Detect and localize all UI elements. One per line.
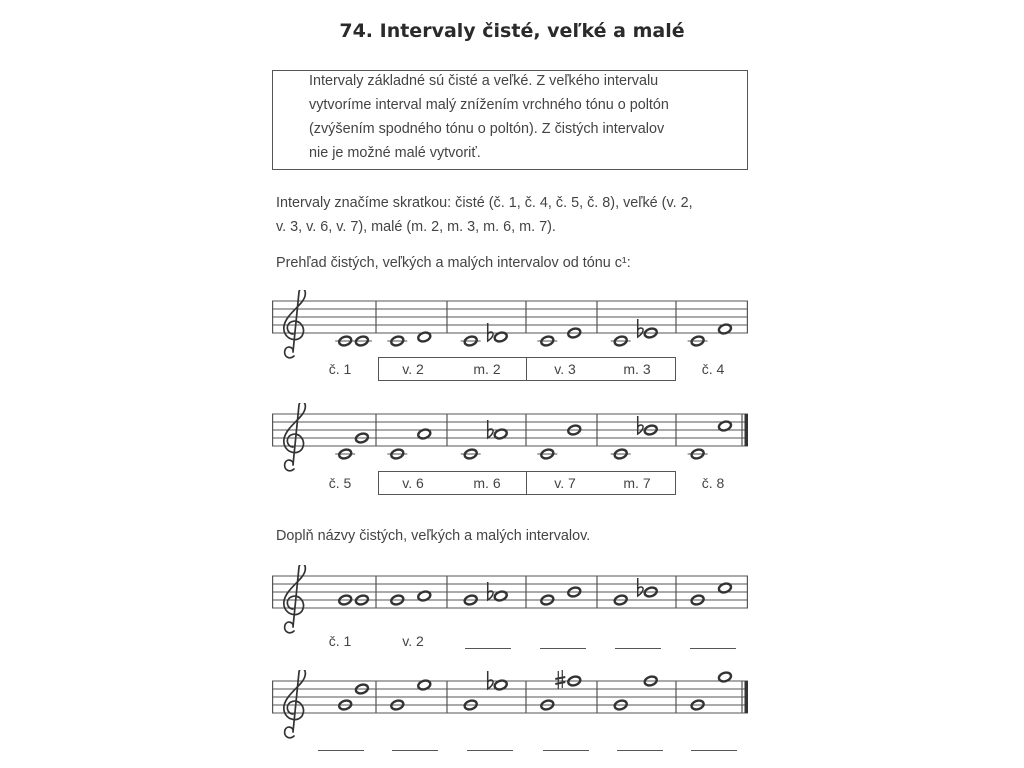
answer-blank[interactable] xyxy=(318,750,364,751)
info-line: Intervaly základné sú čisté a veľké. Z veľkého intervalu xyxy=(309,73,659,89)
flat-icon xyxy=(638,578,643,596)
music-staff xyxy=(272,670,748,750)
abbrev-line: Intervaly značíme skratkou: čisté (č. 1, č. 4, č. 5, č. 8), veľké (v. 2, xyxy=(276,195,693,211)
treble-clef-icon xyxy=(284,565,306,633)
interval-label: v. 2 xyxy=(402,361,424,377)
abbrev-line: v. 3, v. 6, v. 7), malé (m. 2, m. 3, m. 6, m. 7). xyxy=(276,219,556,235)
answer-blank[interactable] xyxy=(465,648,511,649)
answer-blank[interactable] xyxy=(691,750,737,751)
info-line: vytvoríme interval malý znížením vrchného tónu o poltón xyxy=(309,97,669,113)
sharp-icon xyxy=(555,670,565,689)
flat-icon xyxy=(638,416,643,434)
interval-label: č. 8 xyxy=(701,475,725,491)
flat-icon xyxy=(488,420,493,438)
flat-icon xyxy=(488,323,493,341)
answer-blank[interactable] xyxy=(690,648,736,649)
info-line: (zvýšením spodného tónu o poltón). Z čistých intervalov xyxy=(309,121,665,137)
answer-blank[interactable] xyxy=(392,750,438,751)
answer-blank[interactable] xyxy=(617,750,663,751)
page-title: 74. Intervaly čisté, veľké a malé xyxy=(339,20,685,42)
interval-label-divider xyxy=(526,357,527,381)
final-barline xyxy=(745,681,749,713)
interval-label: č. 1 xyxy=(328,633,352,649)
answer-blank[interactable] xyxy=(615,648,661,649)
overview-heading: Prehľad čistých, veľkých a malých intervalov od tónu c¹: xyxy=(276,255,631,271)
treble-clef-icon xyxy=(284,290,306,358)
answer-blank[interactable] xyxy=(467,750,513,751)
info-line: nie je možné malé vytvoriť. xyxy=(309,145,481,161)
flat-icon xyxy=(638,319,643,337)
interval-label: č. 1 xyxy=(328,361,352,377)
answer-blank[interactable] xyxy=(540,648,586,649)
interval-label: v. 3 xyxy=(554,361,576,377)
interval-label: m. 2 xyxy=(473,361,501,377)
treble-clef-icon xyxy=(284,403,306,471)
interval-label: m. 6 xyxy=(473,475,501,491)
interval-label: m. 3 xyxy=(623,361,651,377)
interval-label: č. 5 xyxy=(328,475,352,491)
interval-label: m. 7 xyxy=(623,475,651,491)
interval-label: v. 6 xyxy=(402,475,424,491)
answer-blank[interactable] xyxy=(543,750,589,751)
interval-label: v. 7 xyxy=(554,475,576,491)
info-box xyxy=(272,70,748,170)
flat-icon xyxy=(488,671,493,689)
flat-icon xyxy=(488,582,493,600)
exercise-heading: Doplň názvy čistých, veľkých a malých intervalov. xyxy=(276,528,591,544)
interval-label: v. 2 xyxy=(402,633,424,649)
treble-clef-icon xyxy=(284,670,306,738)
interval-label: č. 4 xyxy=(701,361,725,377)
interval-label-divider xyxy=(526,471,527,495)
final-barline xyxy=(745,414,749,446)
